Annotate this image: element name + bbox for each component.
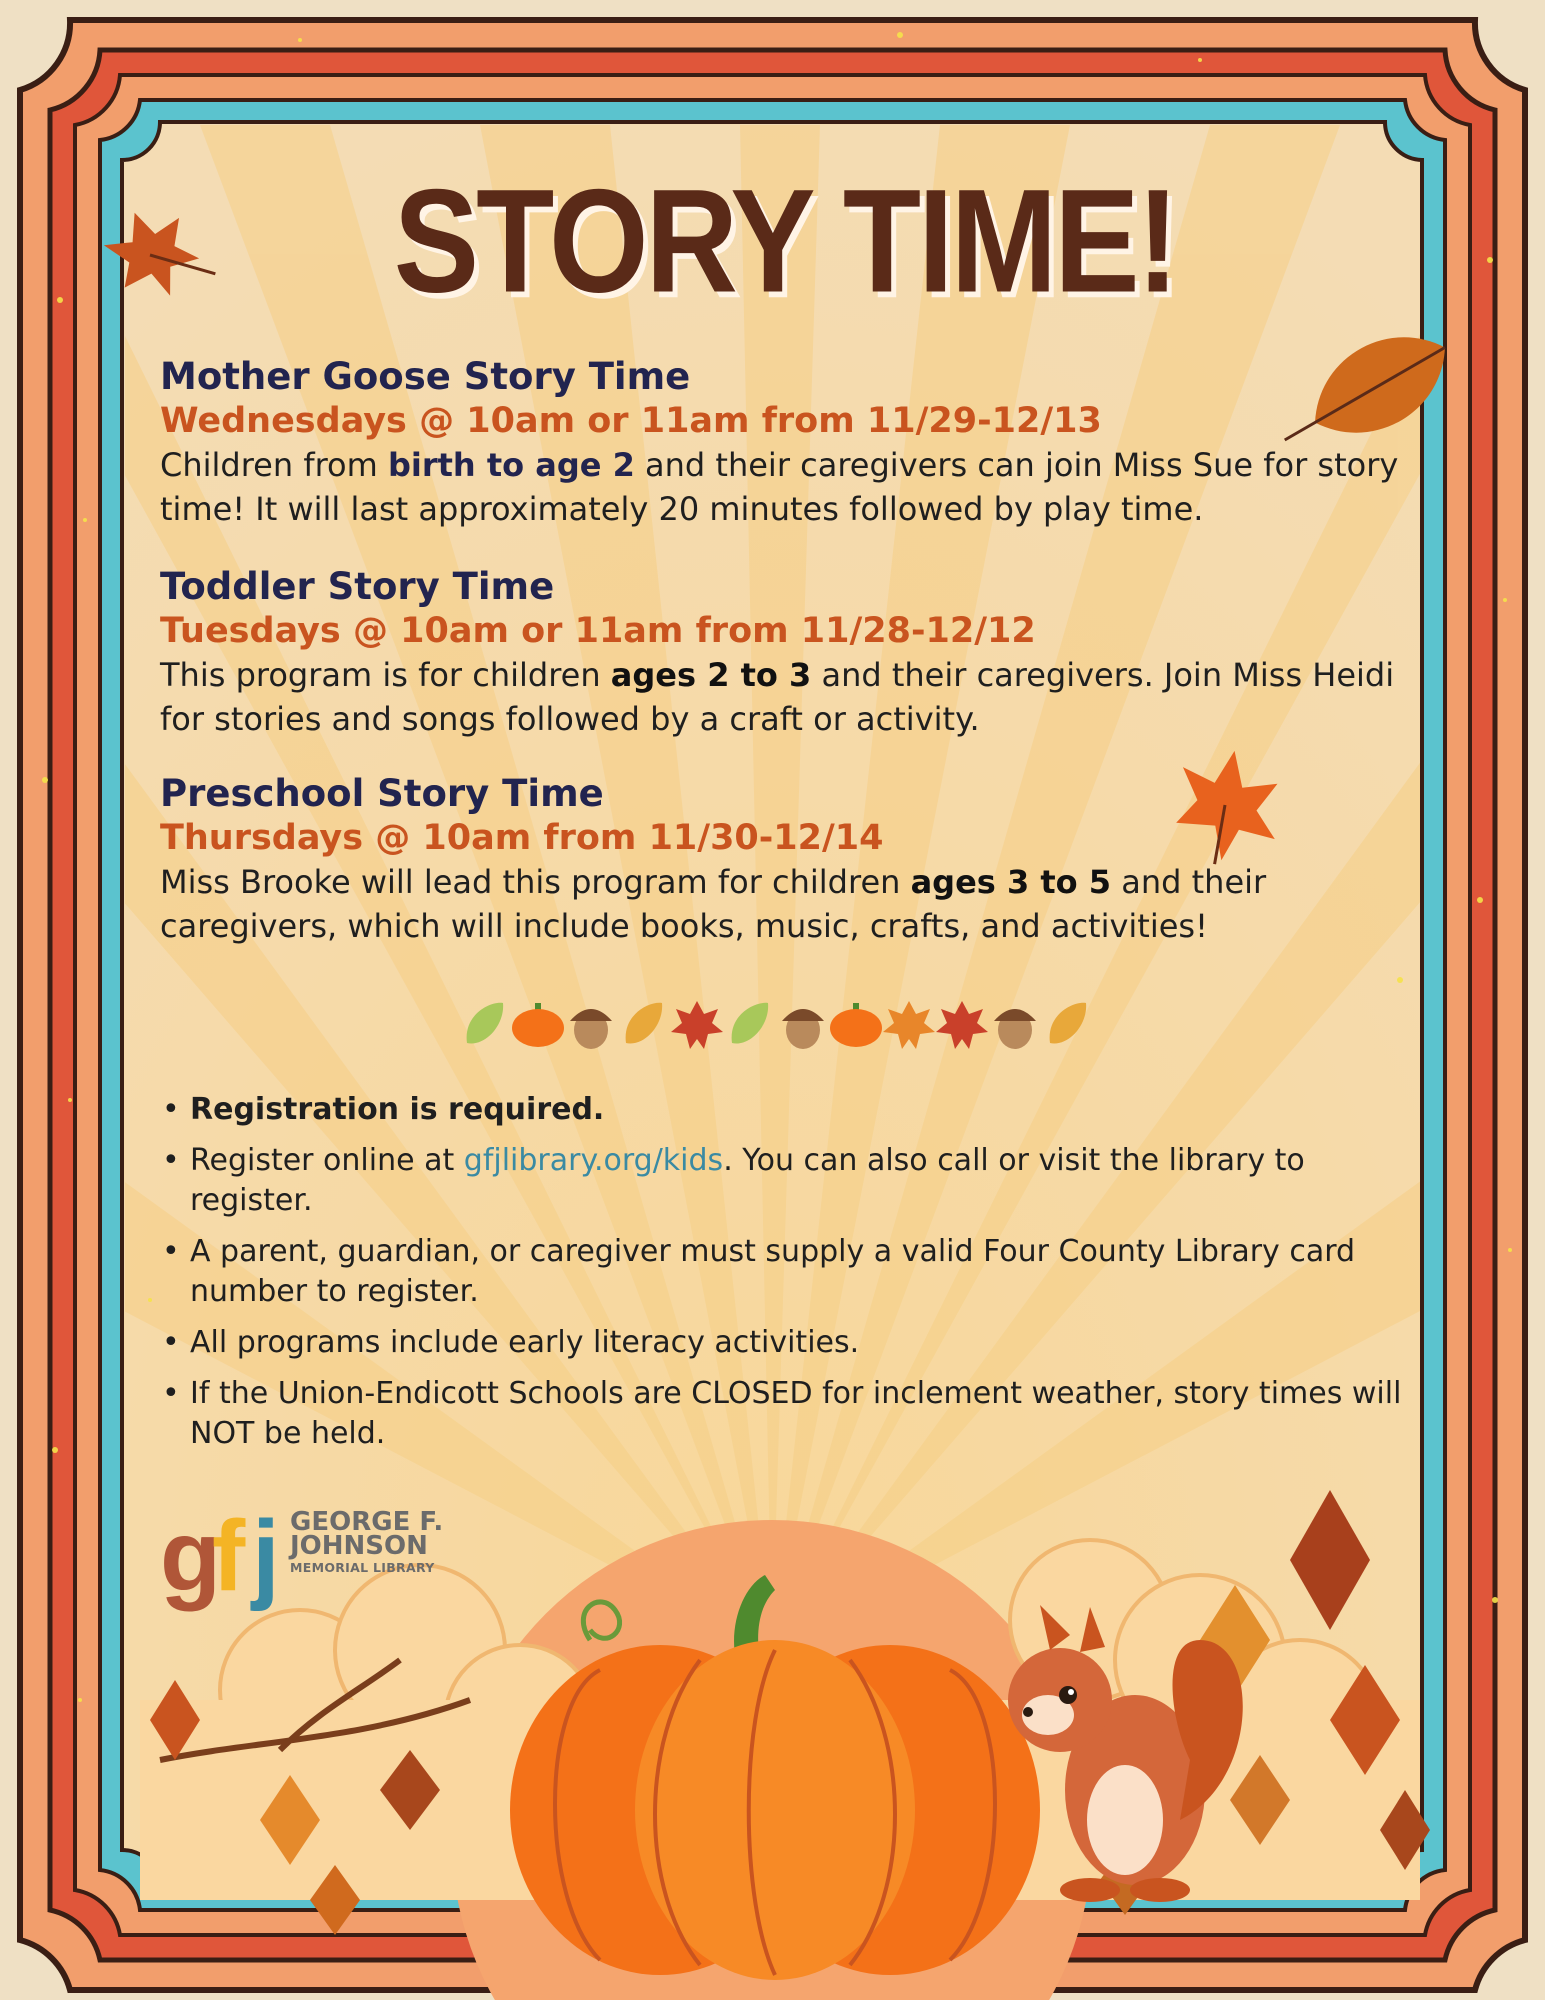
- list-item: • If the Union-Endicott Schools are CLOSED for inclement weather, story times will NOT be held.: [176, 1374, 1416, 1454]
- maple-leaf-icon: [671, 1001, 723, 1049]
- list-item: • Registration is required.: [176, 1090, 1416, 1130]
- list-item: • All programs include early literacy activities.: [176, 1323, 1416, 1363]
- svg-text:j: j: [252, 1500, 280, 1612]
- logo-text: GEORGE F. JOHNSON MEMORIAL LIBRARY: [290, 1507, 444, 1575]
- section-schedule: Tuesdays @ 10am or 11am from 11/28-12/12: [160, 611, 1036, 651]
- maple-leaf-icon: [883, 1001, 935, 1049]
- acorn-icon: [570, 1009, 612, 1049]
- acorn-icon: [994, 1009, 1036, 1049]
- register-link[interactable]: gfjlibrary.org/kids: [463, 1143, 724, 1178]
- leaf-icon: [1050, 1003, 1087, 1044]
- list-item: • Register online at gfjlibrary.org/kids. You can also call or visit the library to register.: [176, 1141, 1416, 1221]
- section-title: Toddler Story Time: [160, 565, 555, 608]
- section-toddler: [160, 565, 1410, 741]
- svg-text:g: g: [160, 1500, 222, 1612]
- section-title: Preschool Story Time: [160, 772, 604, 815]
- divider-icons: [460, 995, 1100, 1055]
- notes-list: [160, 1090, 1416, 1465]
- pumpkin-icon: [512, 1003, 564, 1047]
- leaf-icon: [732, 1003, 769, 1044]
- page-title: STORY TIME!: [393, 159, 1177, 324]
- section-schedule: Thursdays @ 10am from 11/30-12/14: [160, 818, 884, 858]
- section-description: Miss Brooke will lead this program for children ages 3 to 5 and their caregivers, which will include books, music, crafts, and activities!: [160, 863, 1267, 945]
- section-title: Mother Goose Story Time: [160, 355, 691, 398]
- leaf-icon: [626, 1003, 663, 1044]
- pumpkin-icon: [830, 1003, 882, 1047]
- section-mother-goose: [160, 355, 1410, 531]
- svg-text:f: f: [212, 1500, 246, 1612]
- library-logo: [160, 1502, 480, 1612]
- maple-leaf-icon: [936, 1001, 988, 1049]
- leaf-icon: [467, 1003, 504, 1044]
- section-preschool: [160, 772, 1410, 948]
- acorn-icon: [782, 1009, 824, 1049]
- section-schedule: Wednesdays @ 10am or 11am from 11/29-12/13: [160, 401, 1102, 441]
- section-description: This program is for children ages 2 to 3 and their caregivers. Join Miss Heidi for stories and songs followed by a craft or activity.: [160, 656, 1395, 738]
- list-item: • A parent, guardian, or caregiver must supply a valid Four County Library card number to register.: [176, 1232, 1416, 1312]
- section-description: Children from birth to age 2 and their caregivers can join Miss Sue for story time! It will last approximately 20 minutes followed by play time.: [160, 446, 1399, 528]
